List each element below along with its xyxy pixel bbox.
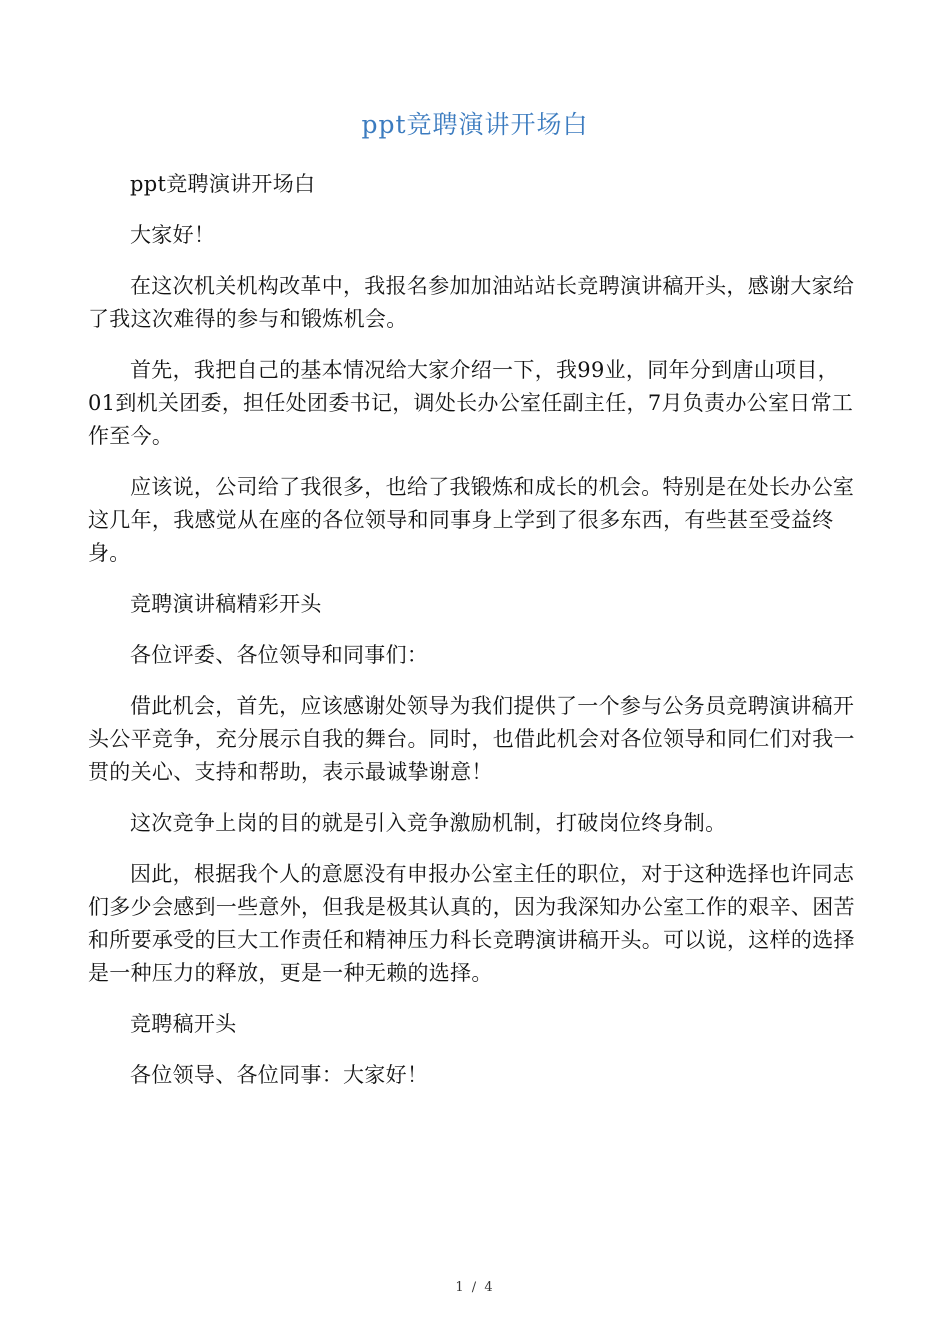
paragraph-heading: ppt竞聘演讲开场白 bbox=[130, 172, 316, 196]
document-body bbox=[88, 168, 860, 1110]
paragraph: 因此，根据我个人的意愿没有申报办公室主任的职位，对于这种选择也许同志们多少会感到一些意外，但我是极其认真的，因为我深知办公室工作的艰辛、困苦和所要承受的巨大工作责任和精神压力科长竞聘演讲稿开头。可以说，这样的选择是一种压力的释放，更是一种无赖的选择。 bbox=[88, 862, 855, 985]
paragraph-salutation: 各位评委、各位领导和同事们： bbox=[130, 643, 429, 667]
paragraph: 首先，我把自己的基本情况给大家介绍一下，我99业，同年分到唐山项目，01到机关团委，担任处团委书记，调处长办公室任副主任，7月负责办公室日常工作至今。 bbox=[88, 358, 854, 448]
paragraph: 借此机会，首先，应该感谢处领导为我们提供了一个参与公务员竞聘演讲稿开头公平竞争，充分展示自我的舞台。同时，也借此机会对各位领导和同仁们对我一贯的关心、支持和帮助，表示最诚挚谢意！ bbox=[88, 694, 855, 784]
paragraph: 应该说，公司给了我很多，也给了我锻炼和成长的机会。特别是在处长办公室这几年，我感觉从在座的各位领导和同事身上学到了很多东西，有些甚至受益终身。 bbox=[88, 475, 855, 565]
paragraph: 这次竞争上岗的目的就是引入竞争激励机制，打破岗位终身制。 bbox=[130, 811, 727, 835]
paragraph: 在这次机关机构改革中，我报名参加加油站站长竞聘演讲稿开头，感谢大家给了我这次难得的参与和锻炼机会。 bbox=[88, 274, 855, 331]
paragraph-subheading: 竞聘稿开头 bbox=[130, 1012, 237, 1036]
paragraph-greeting: 大家好！ bbox=[130, 223, 216, 247]
paragraph-subheading: 竞聘演讲稿精彩开头 bbox=[130, 592, 322, 616]
page-number: 1 / 4 bbox=[455, 1280, 495, 1295]
paragraph-salutation: 各位领导、各位同事：大家好！ bbox=[130, 1063, 429, 1087]
document-title: ppt竞聘演讲开场白 bbox=[361, 110, 589, 139]
